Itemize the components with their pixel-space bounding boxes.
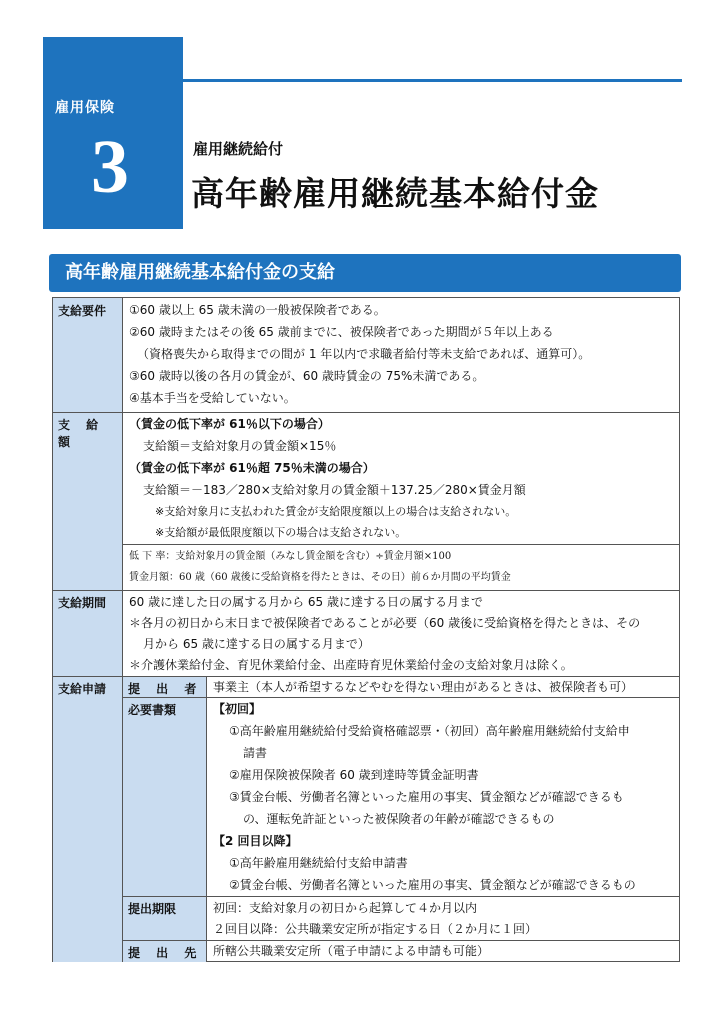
requirements-label: 支給要件 [53, 298, 123, 412]
deadline-label: 提出期限 [123, 896, 207, 940]
document-line: ①高年齢雇用継続給付支給申請書 [229, 856, 408, 870]
document-line: ②雇用保険被保険者 60 歳到達時等賃金証明書 [229, 768, 479, 782]
amount-label: 支 給 額 [53, 412, 123, 590]
deadline-line: ２回目以降：公共職業安定所が指定する日（２か月に１回） [213, 922, 538, 936]
document-line: の、運転免許証といった被保険者の年齢が確認できるもの [243, 812, 555, 826]
requirement-line: ④基本手当を受給していない。 [129, 391, 296, 405]
row-divider [53, 676, 679, 677]
definition-note: 低 下 率：支給対象月の賃金額（みなし賃金額を含む）÷賃金月額×100 [129, 551, 452, 562]
period-line: 60 歳に達した日の属する月から 65 歳に達する日の属する月まで [129, 595, 483, 609]
row-divider [123, 940, 679, 941]
period-line: ＊介護休業給付金、育児休業給付金、出産時育児休業給付金の支給対象月は除く。 [129, 658, 573, 672]
page-title: 高年齢雇用継続基本給付金 [191, 174, 599, 213]
documents-heading: 【2 回目以降】 [213, 834, 298, 848]
destination-text: 所轄公共職業安定所（電子申請による申請も可能） [213, 944, 490, 958]
amount-case-heading: （賃金の低下率が 61％以下の場合） [129, 417, 330, 431]
requirement-line: ③60 歳時以後の各月の賃金が、60 歳時賃金の 75%未満である。 [129, 369, 485, 383]
requirement-line: （資格喪失から取得までの間が 1 年以内で求職者給付等未支給であれば、通算可）。 [137, 347, 591, 361]
chapter-number: 3 [91, 125, 129, 209]
period-label: 支給期間 [53, 590, 123, 676]
amount-note: ※支給対象月に支払われた賃金が支給限度額以上の場合は支給されない。 [155, 505, 517, 518]
submitter-label: 提 出 者 [123, 676, 207, 697]
deadline-line: 初回：支給対象月の初日から起算して４か月以内 [213, 901, 478, 915]
application-label: 支給申請 [53, 676, 123, 962]
amount-formula: 支給額＝－183／280×支給対象月の賃金額＋137.25／280×賃金月額 [143, 483, 526, 497]
amount-note: ※支給額が最低限度額以下の場合は支給されない。 [155, 526, 407, 539]
period-line: ＊各月の初日から末日まで被保険者であることが必要（60 歳後に受給資格を得たときは、その [129, 616, 641, 630]
documents-heading: 【初回】 [213, 702, 262, 716]
requirement-line: ②60 歳時またはその後 65 歳前までに、被保険者であった期間が５年以上ある [129, 325, 554, 339]
benefit-table [52, 297, 680, 962]
page-subtitle: 雇用継続給付 [193, 140, 284, 158]
document-line: ①高年齢雇用継続給付受給資格確認票・（初回）高年齢雇用継続給付支給申 [229, 724, 630, 738]
amount-case-heading: （賃金の低下率が 61％超 75％未満の場合） [129, 461, 375, 475]
document-line: 請書 [243, 746, 268, 760]
row-divider [53, 412, 679, 413]
document-line: ③賃金台帳、労働者名簿といった雇用の事実、賃金額などが確認できるも [229, 790, 624, 804]
definition-note: 賃金月額：60 歳（60 歳後に受給資格を得たときは、その日）前６か月間の平均賃金 [129, 572, 511, 583]
amount-formula: 支給額＝支給対象月の賃金額×15％ [143, 439, 337, 453]
period-line: 月から 65 歳に達する日の属する月まで） [143, 637, 370, 651]
category-label: 雇用保険 [55, 100, 115, 116]
row-divider [53, 590, 679, 591]
documents-label: 必要書類 [123, 697, 207, 896]
header-rule [183, 79, 682, 82]
submitter-text: 事業主（本人が希望するなどやむを得ない理由があるときは、被保険者も可） [213, 680, 634, 694]
row-divider [123, 896, 679, 897]
destination-label: 提 出 先 [123, 940, 207, 962]
section-title: 高年齢雇用継続基本給付金の支給 [49, 254, 681, 292]
notes-divider [123, 544, 679, 545]
chapter-badge [43, 37, 183, 229]
document-line: ②賃金台帳、労働者名簿といった雇用の事実、賃金額などが確認できるもの [229, 878, 636, 892]
requirement-line: ①60 歳以上 65 歳未満の一般被保険者である。 [129, 303, 386, 317]
row-divider [123, 697, 679, 698]
